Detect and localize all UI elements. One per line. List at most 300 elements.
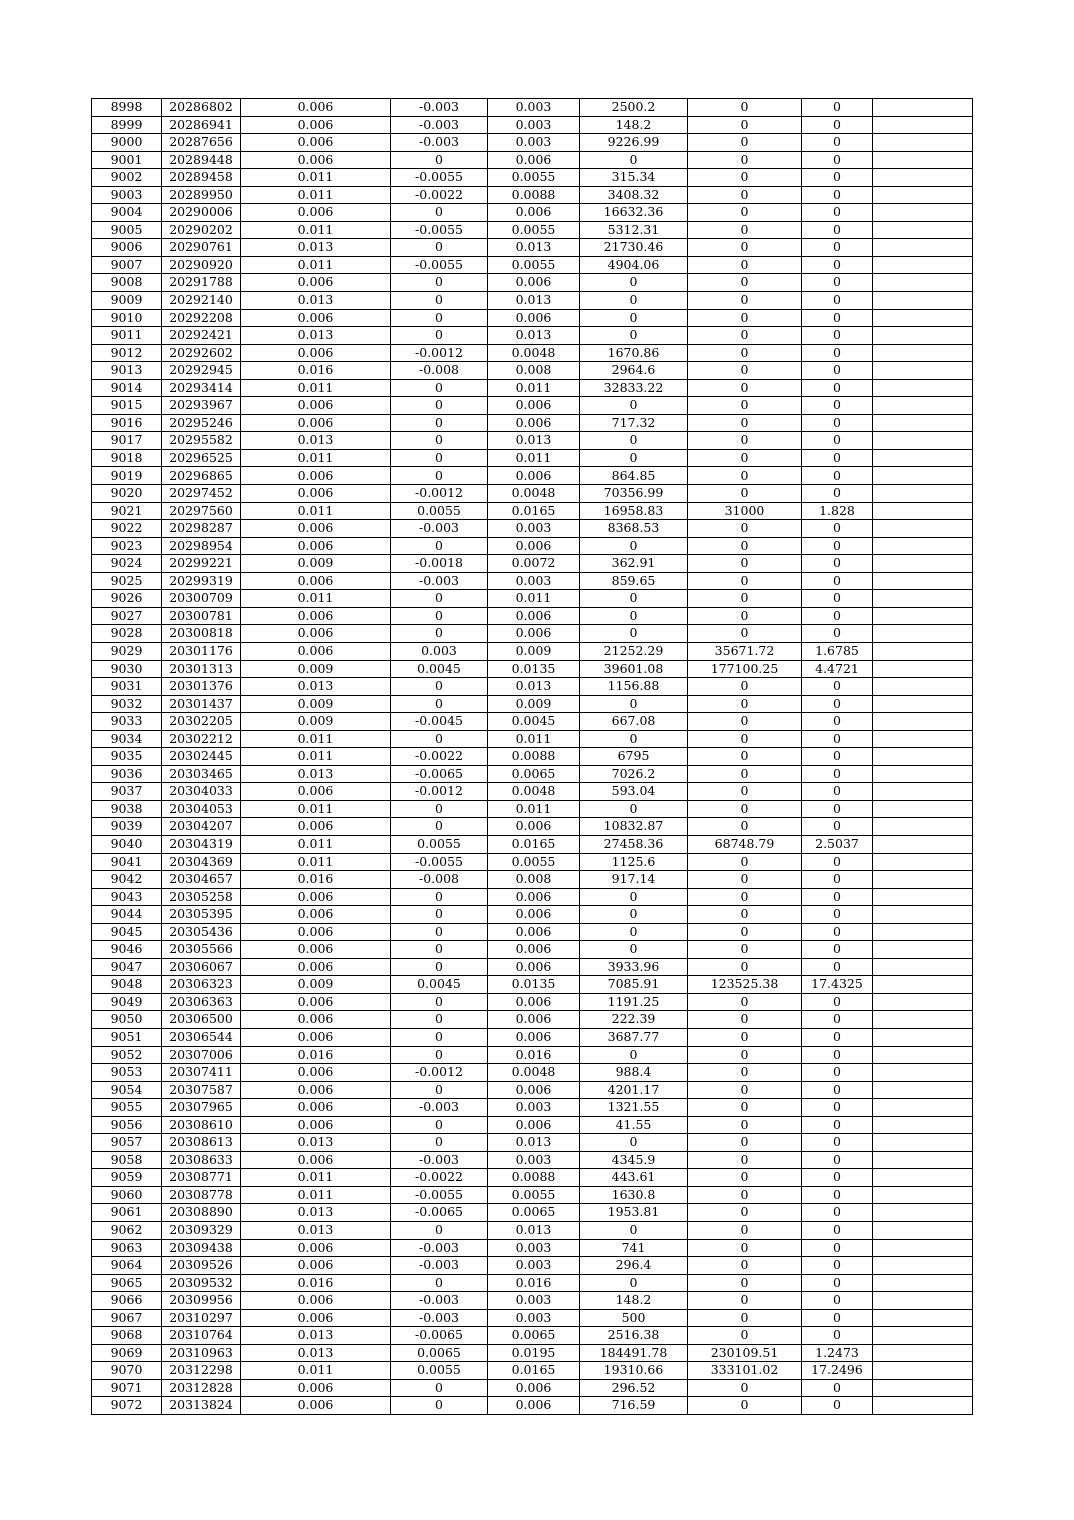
value-c-cell: 0.016 [488, 1046, 580, 1064]
value-b-cell: 0.0055 [391, 1362, 488, 1380]
amount-cell: 16958.83 [580, 502, 688, 520]
ratio-cell: 0 [802, 151, 873, 169]
value-d-cell: 0 [688, 1309, 802, 1327]
row-index-cell: 9061 [92, 1204, 162, 1222]
blank-cell [873, 1239, 973, 1257]
value-d-cell: 0 [688, 1046, 802, 1064]
value-a-cell: 0.011 [241, 221, 391, 239]
value-a-cell: 0.006 [241, 116, 391, 134]
table-row [92, 713, 973, 731]
value-a-cell: 0.013 [241, 1134, 391, 1152]
blank-cell [873, 186, 973, 204]
blank-cell [873, 1204, 973, 1222]
row-index-cell: 9015 [92, 397, 162, 415]
id-cell: 20297452 [162, 485, 241, 503]
amount-cell: 859.65 [580, 572, 688, 590]
row-index-cell: 9018 [92, 449, 162, 467]
value-b-cell: 0 [391, 1134, 488, 1152]
value-d-cell: 333101.02 [688, 1362, 802, 1380]
table-row [92, 221, 973, 239]
value-c-cell: 0.003 [488, 1151, 580, 1169]
row-index-cell: 9023 [92, 537, 162, 555]
id-cell: 20306067 [162, 958, 241, 976]
value-b-cell: -0.0012 [391, 783, 488, 801]
table-row [92, 1011, 973, 1029]
table-row [92, 590, 973, 608]
table-row [92, 1028, 973, 1046]
value-d-cell: 0 [688, 923, 802, 941]
blank-cell [873, 362, 973, 380]
table-row [92, 239, 973, 257]
amount-cell: 0 [580, 888, 688, 906]
id-cell: 20301313 [162, 660, 241, 678]
blank-cell [873, 467, 973, 485]
amount-cell: 184491.78 [580, 1344, 688, 1362]
id-cell: 20300781 [162, 607, 241, 625]
amount-cell: 0 [580, 1274, 688, 1292]
table-row [92, 1274, 973, 1292]
amount-cell: 0 [580, 449, 688, 467]
value-c-cell: 0.0055 [488, 169, 580, 187]
id-cell: 20305436 [162, 923, 241, 941]
value-c-cell: 0.003 [488, 520, 580, 538]
value-d-cell: 0 [688, 1379, 802, 1397]
row-index-cell: 9044 [92, 906, 162, 924]
row-index-cell: 9013 [92, 362, 162, 380]
value-a-cell: 0.006 [241, 1151, 391, 1169]
value-b-cell: -0.0012 [391, 1064, 488, 1082]
ratio-cell: 0 [802, 99, 873, 117]
blank-cell [873, 1309, 973, 1327]
blank-cell [873, 1292, 973, 1310]
value-a-cell: 0.006 [241, 397, 391, 415]
id-cell: 20290006 [162, 204, 241, 222]
row-index-cell: 9028 [92, 625, 162, 643]
amount-cell: 716.59 [580, 1397, 688, 1415]
value-b-cell: 0 [391, 414, 488, 432]
value-d-cell: 0 [688, 871, 802, 889]
blank-cell [873, 730, 973, 748]
value-c-cell: 0.0045 [488, 713, 580, 731]
blank-cell [873, 99, 973, 117]
value-d-cell: 35671.72 [688, 642, 802, 660]
amount-cell: 0 [580, 800, 688, 818]
value-d-cell: 0 [688, 1064, 802, 1082]
value-c-cell: 0.0048 [488, 485, 580, 503]
id-cell: 20300818 [162, 625, 241, 643]
row-index-cell: 9016 [92, 414, 162, 432]
table-row [92, 1134, 973, 1152]
amount-cell: 5312.31 [580, 221, 688, 239]
value-d-cell: 0 [688, 678, 802, 696]
row-index-cell: 9025 [92, 572, 162, 590]
value-b-cell: 0 [391, 730, 488, 748]
value-b-cell: 0 [391, 204, 488, 222]
ratio-cell: 0 [802, 537, 873, 555]
amount-cell: 0 [580, 695, 688, 713]
row-index-cell: 9000 [92, 134, 162, 152]
value-b-cell: -0.0022 [391, 748, 488, 766]
table-row [92, 1292, 973, 1310]
table-row [92, 1186, 973, 1204]
value-a-cell: 0.006 [241, 1257, 391, 1275]
ratio-cell: 0 [802, 625, 873, 643]
blank-cell [873, 590, 973, 608]
value-a-cell: 0.011 [241, 449, 391, 467]
id-cell: 20289950 [162, 186, 241, 204]
row-index-cell: 9032 [92, 695, 162, 713]
id-cell: 20313824 [162, 1397, 241, 1415]
amount-cell: 0 [580, 309, 688, 327]
table-row [92, 467, 973, 485]
blank-cell [873, 344, 973, 362]
row-index-cell: 9026 [92, 590, 162, 608]
value-c-cell: 0.003 [488, 134, 580, 152]
table-row [92, 274, 973, 292]
id-cell: 20293967 [162, 397, 241, 415]
value-c-cell: 0.0135 [488, 976, 580, 994]
ratio-cell: 0 [802, 590, 873, 608]
blank-cell [873, 888, 973, 906]
value-c-cell: 0.006 [488, 607, 580, 625]
value-b-cell: -0.008 [391, 362, 488, 380]
id-cell: 20304657 [162, 871, 241, 889]
amount-cell: 741 [580, 1239, 688, 1257]
value-c-cell: 0.011 [488, 379, 580, 397]
id-cell: 20292140 [162, 292, 241, 310]
value-a-cell: 0.006 [241, 941, 391, 959]
id-cell: 20289458 [162, 169, 241, 187]
value-b-cell: 0 [391, 1116, 488, 1134]
ratio-cell: 0 [802, 1239, 873, 1257]
id-cell: 20298287 [162, 520, 241, 538]
amount-cell: 864.85 [580, 467, 688, 485]
table-row [92, 800, 973, 818]
value-b-cell: -0.003 [391, 1292, 488, 1310]
blank-cell [873, 1362, 973, 1380]
value-c-cell: 0.006 [488, 309, 580, 327]
value-b-cell: -0.008 [391, 871, 488, 889]
ratio-cell: 0 [802, 1397, 873, 1415]
value-a-cell: 0.006 [241, 818, 391, 836]
value-d-cell: 0 [688, 186, 802, 204]
value-a-cell: 0.006 [241, 134, 391, 152]
amount-cell: 0 [580, 274, 688, 292]
value-a-cell: 0.006 [241, 1239, 391, 1257]
value-b-cell: -0.0055 [391, 221, 488, 239]
value-c-cell: 0.0055 [488, 256, 580, 274]
value-b-cell: 0 [391, 695, 488, 713]
id-cell: 20303465 [162, 765, 241, 783]
value-a-cell: 0.006 [241, 1099, 391, 1117]
ratio-cell: 0 [802, 1134, 873, 1152]
value-c-cell: 0.0072 [488, 555, 580, 573]
value-b-cell: 0 [391, 397, 488, 415]
value-d-cell: 0 [688, 221, 802, 239]
blank-cell [873, 292, 973, 310]
ratio-cell: 0 [802, 1186, 873, 1204]
id-cell: 20309526 [162, 1257, 241, 1275]
blank-cell [873, 169, 973, 187]
value-d-cell: 0 [688, 555, 802, 573]
ratio-cell: 0 [802, 906, 873, 924]
value-d-cell: 0 [688, 485, 802, 503]
id-cell: 20304369 [162, 853, 241, 871]
table-row [92, 572, 973, 590]
value-b-cell: 0 [391, 941, 488, 959]
value-a-cell: 0.011 [241, 1169, 391, 1187]
table-body [92, 99, 973, 1415]
value-b-cell: -0.0055 [391, 256, 488, 274]
amount-cell: 0 [580, 151, 688, 169]
ratio-cell: 0 [802, 1028, 873, 1046]
value-b-cell: 0 [391, 923, 488, 941]
value-d-cell: 0 [688, 730, 802, 748]
value-a-cell: 0.013 [241, 765, 391, 783]
ratio-cell: 0 [802, 1204, 873, 1222]
value-d-cell: 0 [688, 713, 802, 731]
row-index-cell: 9037 [92, 783, 162, 801]
value-c-cell: 0.0165 [488, 1362, 580, 1380]
value-d-cell: 31000 [688, 502, 802, 520]
blank-cell [873, 765, 973, 783]
row-index-cell: 9060 [92, 1186, 162, 1204]
value-b-cell: -0.0055 [391, 169, 488, 187]
amount-cell: 0 [580, 590, 688, 608]
table-row [92, 169, 973, 187]
value-c-cell: 0.006 [488, 274, 580, 292]
value-d-cell: 0 [688, 1011, 802, 1029]
value-a-cell: 0.006 [241, 1292, 391, 1310]
blank-cell [873, 853, 973, 871]
row-index-cell: 9001 [92, 151, 162, 169]
value-a-cell: 0.006 [241, 1116, 391, 1134]
value-b-cell: 0 [391, 309, 488, 327]
amount-cell: 21730.46 [580, 239, 688, 257]
ratio-cell: 0 [802, 800, 873, 818]
value-a-cell: 0.006 [241, 923, 391, 941]
blank-cell [873, 642, 973, 660]
table-row [92, 555, 973, 573]
value-a-cell: 0.006 [241, 99, 391, 117]
value-b-cell: 0 [391, 958, 488, 976]
value-c-cell: 0.006 [488, 958, 580, 976]
id-cell: 20308633 [162, 1151, 241, 1169]
amount-cell: 39601.08 [580, 660, 688, 678]
blank-cell [873, 151, 973, 169]
value-b-cell: -0.003 [391, 1257, 488, 1275]
id-cell: 20308613 [162, 1134, 241, 1152]
blank-cell [873, 1116, 973, 1134]
ratio-cell: 0 [802, 818, 873, 836]
blank-cell [873, 1257, 973, 1275]
value-a-cell: 0.006 [241, 467, 391, 485]
value-d-cell: 0 [688, 1134, 802, 1152]
id-cell: 20292602 [162, 344, 241, 362]
id-cell: 20309956 [162, 1292, 241, 1310]
amount-cell: 296.52 [580, 1379, 688, 1397]
amount-cell: 593.04 [580, 783, 688, 801]
value-b-cell: 0.0065 [391, 1344, 488, 1362]
value-a-cell: 0.013 [241, 1204, 391, 1222]
value-c-cell: 0.006 [488, 941, 580, 959]
amount-cell: 27458.36 [580, 835, 688, 853]
table-row [92, 1081, 973, 1099]
value-d-cell: 230109.51 [688, 1344, 802, 1362]
value-d-cell: 0 [688, 169, 802, 187]
table-row [92, 818, 973, 836]
table-row [92, 432, 973, 450]
value-a-cell: 0.011 [241, 748, 391, 766]
row-index-cell: 9017 [92, 432, 162, 450]
value-c-cell: 0.006 [488, 1379, 580, 1397]
value-b-cell: 0 [391, 467, 488, 485]
id-cell: 20292421 [162, 327, 241, 345]
row-index-cell: 9072 [92, 1397, 162, 1415]
blank-cell [873, 221, 973, 239]
ratio-cell: 0 [802, 362, 873, 380]
value-d-cell: 0 [688, 958, 802, 976]
value-c-cell: 0.0135 [488, 660, 580, 678]
value-d-cell: 0 [688, 783, 802, 801]
ratio-cell: 0 [802, 379, 873, 397]
amount-cell: 41.55 [580, 1116, 688, 1134]
id-cell: 20304053 [162, 800, 241, 818]
value-d-cell: 0 [688, 590, 802, 608]
amount-cell: 2964.6 [580, 362, 688, 380]
amount-cell: 988.4 [580, 1064, 688, 1082]
ratio-cell: 0 [802, 204, 873, 222]
value-c-cell: 0.003 [488, 1257, 580, 1275]
value-d-cell: 0 [688, 449, 802, 467]
blank-cell [873, 274, 973, 292]
amount-cell: 296.4 [580, 1257, 688, 1275]
table-row [92, 204, 973, 222]
id-cell: 20302212 [162, 730, 241, 748]
value-d-cell: 0 [688, 853, 802, 871]
value-a-cell: 0.011 [241, 379, 391, 397]
value-a-cell: 0.011 [241, 186, 391, 204]
value-a-cell: 0.006 [241, 1309, 391, 1327]
table-row [92, 695, 973, 713]
ratio-cell: 0 [802, 344, 873, 362]
id-cell: 20306363 [162, 993, 241, 1011]
id-cell: 20305258 [162, 888, 241, 906]
value-b-cell: -0.003 [391, 1239, 488, 1257]
value-d-cell: 0 [688, 1169, 802, 1187]
value-a-cell: 0.011 [241, 256, 391, 274]
value-d-cell: 0 [688, 1116, 802, 1134]
blank-cell [873, 1344, 973, 1362]
ratio-cell: 0 [802, 186, 873, 204]
blank-cell [873, 572, 973, 590]
value-a-cell: 0.009 [241, 695, 391, 713]
amount-cell: 70356.99 [580, 485, 688, 503]
row-index-cell: 9066 [92, 1292, 162, 1310]
value-c-cell: 0.006 [488, 888, 580, 906]
value-a-cell: 0.016 [241, 871, 391, 889]
value-c-cell: 0.0065 [488, 765, 580, 783]
ratio-cell: 0 [802, 467, 873, 485]
data-table [91, 98, 973, 1415]
value-d-cell: 0 [688, 1151, 802, 1169]
table-row [92, 853, 973, 871]
value-c-cell: 0.0055 [488, 853, 580, 871]
value-b-cell: -0.003 [391, 1099, 488, 1117]
value-a-cell: 0.006 [241, 1379, 391, 1397]
table-row [92, 730, 973, 748]
ratio-cell: 0 [802, 327, 873, 345]
amount-cell: 1321.55 [580, 1099, 688, 1117]
blank-cell [873, 923, 973, 941]
value-d-cell: 0 [688, 292, 802, 310]
id-cell: 20308778 [162, 1186, 241, 1204]
value-c-cell: 0.006 [488, 923, 580, 941]
value-b-cell: -0.0055 [391, 1186, 488, 1204]
amount-cell: 0 [580, 397, 688, 415]
row-index-cell: 9007 [92, 256, 162, 274]
table-row [92, 344, 973, 362]
table-row [92, 625, 973, 643]
value-c-cell: 0.0048 [488, 344, 580, 362]
table-row [92, 1344, 973, 1362]
value-d-cell: 0 [688, 607, 802, 625]
value-d-cell: 0 [688, 344, 802, 362]
blank-cell [873, 1327, 973, 1345]
blank-cell [873, 993, 973, 1011]
ratio-cell: 0 [802, 134, 873, 152]
blank-cell [873, 748, 973, 766]
id-cell: 20286941 [162, 116, 241, 134]
value-d-cell: 0 [688, 1397, 802, 1415]
blank-cell [873, 397, 973, 415]
value-b-cell: 0.0045 [391, 976, 488, 994]
table-row [92, 292, 973, 310]
amount-cell: 1191.25 [580, 993, 688, 1011]
value-d-cell: 0 [688, 572, 802, 590]
table-row [92, 1309, 973, 1327]
blank-cell [873, 1134, 973, 1152]
ratio-cell: 0 [802, 572, 873, 590]
value-b-cell: 0 [391, 678, 488, 696]
value-a-cell: 0.006 [241, 274, 391, 292]
id-cell: 20296525 [162, 449, 241, 467]
value-b-cell: 0 [391, 1397, 488, 1415]
row-index-cell: 9005 [92, 221, 162, 239]
table-row [92, 99, 973, 117]
table-row [92, 642, 973, 660]
value-c-cell: 0.0088 [488, 1169, 580, 1187]
value-a-cell: 0.011 [241, 800, 391, 818]
amount-cell: 2500.2 [580, 99, 688, 117]
ratio-cell: 0 [802, 1116, 873, 1134]
value-d-cell: 0 [688, 695, 802, 713]
table-row [92, 414, 973, 432]
value-b-cell: 0 [391, 607, 488, 625]
row-index-cell: 9030 [92, 660, 162, 678]
value-d-cell: 0 [688, 432, 802, 450]
value-a-cell: 0.006 [241, 572, 391, 590]
ratio-cell: 17.4325 [802, 976, 873, 994]
value-c-cell: 0.003 [488, 99, 580, 117]
value-b-cell: 0 [391, 1046, 488, 1064]
value-c-cell: 0.0055 [488, 221, 580, 239]
value-a-cell: 0.013 [241, 1327, 391, 1345]
value-b-cell: -0.0055 [391, 853, 488, 871]
table-row [92, 256, 973, 274]
value-d-cell: 0 [688, 116, 802, 134]
amount-cell: 3933.96 [580, 958, 688, 976]
